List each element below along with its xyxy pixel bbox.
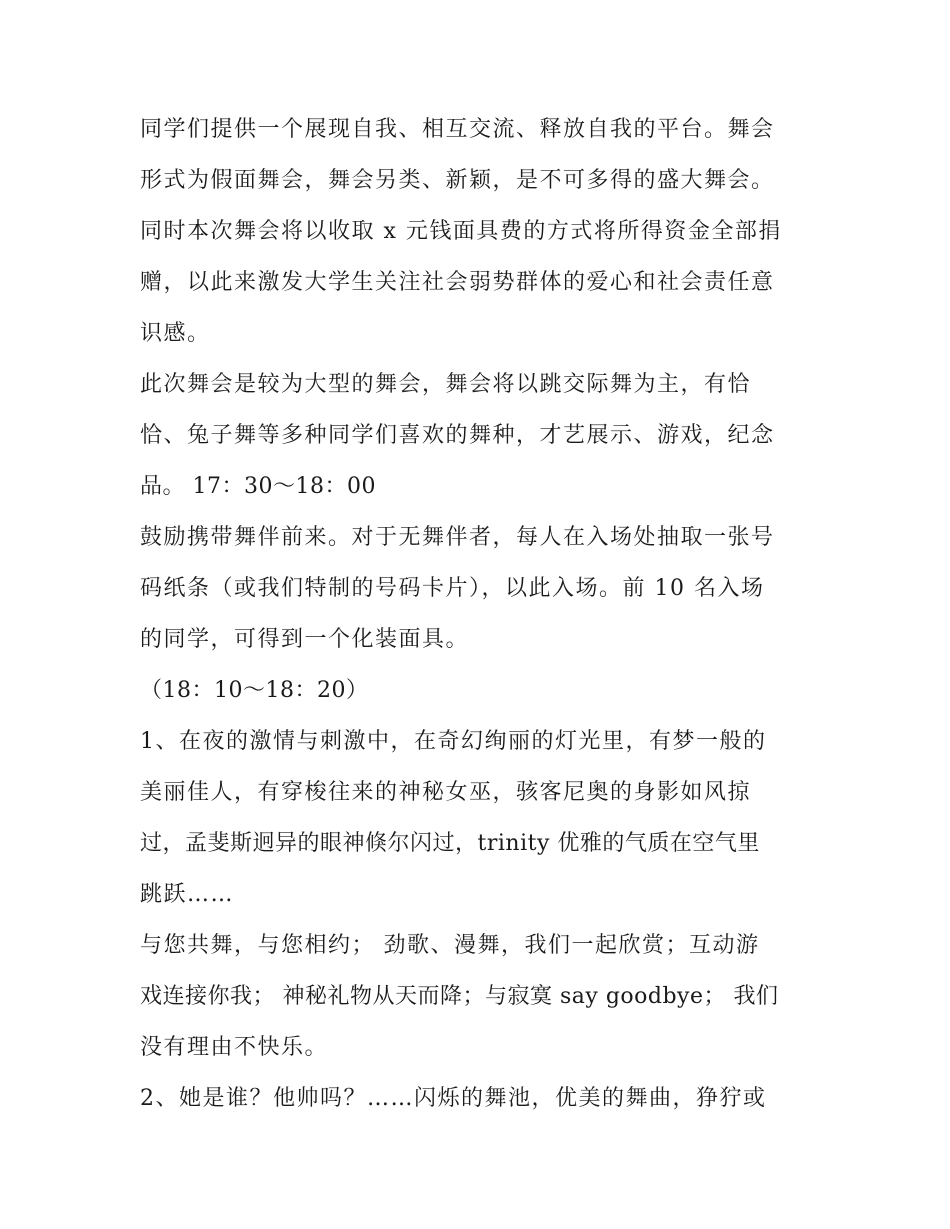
text-line: 形式为假面舞会，舞会另类、新颖，是不可多得的盛大舞会。 (140, 168, 775, 193)
text-line: 1、在夜的激情与刺激中，在奇幻绚丽的灯光里，有梦一般的 (140, 729, 767, 754)
text-line: 跳跃…… (140, 882, 235, 907)
text-line: 过，孟斐斯迥异的眼神倏尔闪过，trinity 优雅的气质在空气里 (140, 831, 760, 856)
text-line: 同时本次舞会将以收取 x 元钱面具费的方式将所得资金全部捐 (140, 219, 782, 244)
text-line: （18：10～18：20） (140, 678, 369, 703)
body-text (140, 104, 820, 1124)
text-line: 戏连接你我； 神秘礼物从天而降；与寂寞 say goodbye； 我们 (140, 984, 779, 1009)
text-line: 此次舞会是较为大型的舞会，舞会将以跳交际舞为主，有恰 (140, 372, 752, 397)
text-line: 品。 17：30～18：00 (140, 474, 376, 499)
text-line: 2、她是谁？他帅吗？……闪烁的舞池，优美的舞曲，狰狞或 (140, 1086, 767, 1111)
text-line: 的同学，可得到一个化装面具。 (140, 627, 470, 652)
text-line: 没有理由不快乐。 (140, 1035, 329, 1060)
text-line: 恰、兔子舞等多种同学们喜欢的舞种，才艺展示、游戏，纪念 (140, 423, 775, 448)
text-line: 与您共舞，与您相约； 劲歌、漫舞，我们一起欣赏；互动游 (140, 933, 760, 958)
text-line: 赠，以此来激发大学生关注社会弱势群体的爱心和社会责任意 (140, 270, 775, 295)
text-line: 鼓励携带舞伴前来。对于无舞伴者，每人在入场处抽取一张号 (140, 525, 775, 550)
text-line: 同学们提供一个展现自我、相互交流、释放自我的平台。舞会 (140, 117, 775, 142)
text-line: 美丽佳人，有穿梭往来的神秘女巫，骇客尼奥的身影如风掠 (140, 780, 752, 805)
text-line: 识感。 (140, 321, 211, 346)
text-line: 码纸条（或我们特制的号码卡片），以此入场。前 10 名入场 (140, 576, 765, 601)
